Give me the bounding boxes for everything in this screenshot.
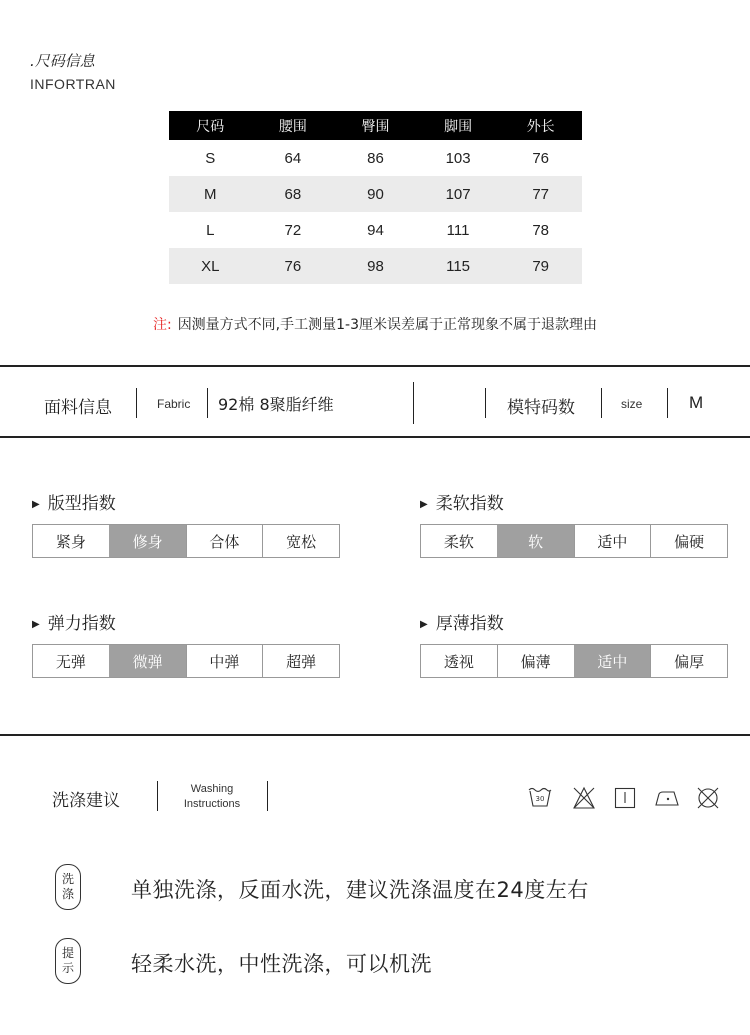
thickness-option: 偏厚	[650, 645, 727, 677]
fit-option: 宽松	[262, 525, 339, 557]
table-cell: 90	[334, 176, 417, 212]
fit-option: 合体	[186, 525, 263, 557]
table-cell: 94	[367, 221, 384, 239]
table-row	[169, 176, 582, 212]
elasticity-index-options	[32, 644, 340, 678]
divider	[485, 388, 486, 418]
table-cell: 111	[446, 221, 470, 239]
softness-option: 柔软	[443, 532, 474, 551]
divider	[413, 382, 414, 424]
note-text: 因测量方式不同,手工测量1-3厘米误差属于正常现象不属于退款理由	[177, 317, 598, 333]
thickness-option: 适中	[574, 645, 651, 677]
fabric-value: 92棉 8聚脂纤维	[218, 395, 334, 414]
softness-option: 偏硬	[650, 525, 727, 557]
wash-30-icon	[528, 786, 552, 808]
table-cell: 115	[417, 248, 500, 284]
thickness-index-options	[420, 644, 728, 678]
size-table-header	[169, 111, 582, 140]
triangle-icon: ▶	[420, 619, 428, 630]
table-cell: 98	[334, 248, 417, 284]
model-size-value: M	[689, 393, 704, 412]
header-cell: 臀围	[334, 111, 417, 140]
fit-option: 修身	[109, 525, 186, 557]
softness-index-title: ▶ 柔软指数	[420, 494, 504, 514]
header-cell: 尺码	[169, 111, 252, 140]
table-cell: M	[169, 176, 252, 212]
fit-index-options	[32, 524, 340, 558]
washing-label-en: Washing Instructions	[183, 783, 241, 810]
divider	[207, 388, 208, 418]
table-cell: 72	[284, 221, 302, 239]
model-size-label: 模特码数	[507, 398, 575, 418]
svg-text:30: 30	[535, 795, 545, 803]
divider	[0, 365, 750, 367]
divider	[267, 781, 268, 811]
divider	[667, 388, 668, 418]
line-dry-icon	[614, 787, 636, 809]
divider	[0, 436, 750, 438]
table-cell: 64	[284, 149, 302, 167]
thickness-index-title: ▶ 厚薄指数	[420, 614, 504, 634]
triangle-icon: ▶	[420, 499, 428, 510]
table-cell: 107	[417, 176, 500, 212]
measurement-note	[0, 314, 750, 334]
size-info-subtitle: INFORTRAN	[30, 76, 116, 92]
triangle-icon: ▶	[32, 499, 40, 510]
table-cell: 77	[499, 176, 582, 212]
softness-index-options	[420, 524, 728, 558]
low-iron-icon	[654, 788, 680, 808]
fit-index-title: ▶ 版型指数	[32, 494, 116, 514]
elasticity-option: 无弹	[55, 652, 86, 671]
size-table	[169, 111, 582, 284]
divider	[157, 781, 158, 811]
table-cell: 103	[445, 149, 471, 167]
table-cell: 76	[532, 149, 550, 167]
wash-tip-text: 单独洗涤，反面水洗，建议洗涤温度在24度左右	[131, 878, 589, 902]
softness-option: 适中	[574, 525, 651, 557]
table-cell: XL	[169, 248, 252, 284]
elasticity-index-title: ▶ 弹力指数	[32, 614, 116, 634]
thickness-option: 偏薄	[497, 645, 574, 677]
fabric-label-en: Fabric	[157, 397, 191, 411]
thickness-option: 透视	[443, 652, 474, 671]
elasticity-option: 超弹	[262, 645, 339, 677]
note-prefix: 注:	[152, 317, 172, 333]
fabric-label: 面料信息	[44, 398, 112, 418]
elasticity-option: 微弹	[109, 645, 186, 677]
size-label-en: size	[621, 397, 643, 411]
triangle-icon: ▶	[32, 619, 40, 630]
no-dry-clean-icon	[696, 786, 720, 810]
divider	[0, 734, 750, 736]
divider	[136, 388, 137, 418]
care-icons	[528, 786, 723, 812]
table-cell: 86	[367, 149, 384, 167]
divider	[601, 388, 602, 418]
header-cell: 脚围	[417, 111, 500, 140]
fit-option: 紧身	[55, 532, 86, 551]
table-cell: 76	[252, 248, 335, 284]
table-row	[169, 140, 582, 176]
table-cell: 68	[252, 176, 335, 212]
washing-label: 洗涤建议	[52, 791, 120, 811]
wash-tip-text: 轻柔水洗，中性洗涤，可以机洗	[131, 952, 432, 976]
table-cell: 78	[532, 221, 550, 239]
softness-option: 软	[497, 525, 574, 557]
table-cell: 79	[499, 248, 582, 284]
tip-badge: 提 示	[55, 938, 81, 984]
table-cell: S	[205, 149, 216, 167]
wash-badge: 洗 涤	[55, 864, 81, 910]
table-cell: L	[206, 221, 215, 239]
header-cell: 腰围	[252, 111, 335, 140]
table-row	[169, 212, 582, 248]
size-info-title: .尺码信息	[30, 52, 95, 70]
no-bleach-icon	[572, 786, 596, 810]
table-row	[169, 248, 582, 284]
elasticity-option: 中弹	[186, 645, 263, 677]
header-cell: 外长	[499, 111, 582, 140]
